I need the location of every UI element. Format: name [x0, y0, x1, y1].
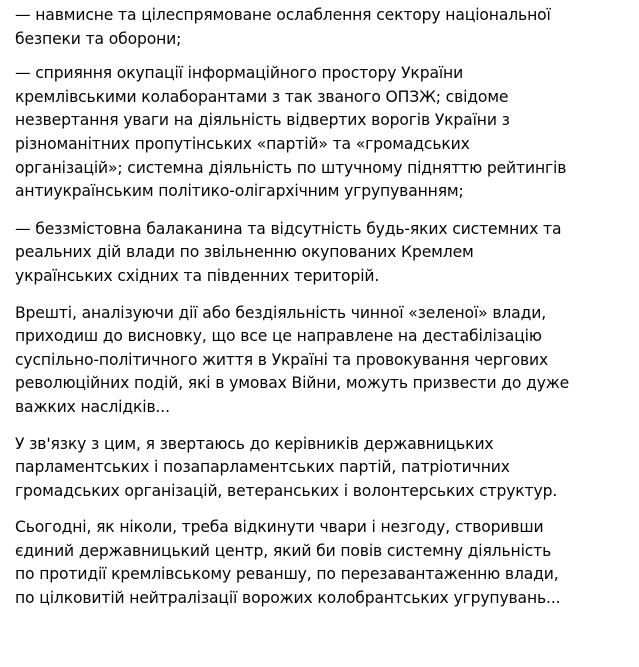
- paragraph-unity-call: [15, 516, 627, 610]
- paragraph-security-weakening: [15, 4, 627, 51]
- text-line: — навмисне та цілеспрямоване ослаблення сектору національної: [15, 6, 551, 24]
- paragraph-conclusion: [15, 302, 627, 420]
- text-line: по протидії кремлівському реваншу, по перезавантаженню влади,: [15, 565, 559, 584]
- text-line: громадських організацій, ветеранських і волонтерських структур.: [15, 481, 558, 500]
- text-line: Сьогодні, як ніколи, треба відкинути чвари і незгоду, створивши: [15, 518, 544, 537]
- paragraph-information-space: [15, 62, 627, 204]
- text-line: парламентських і позапарламентських партій, патріотичних: [15, 458, 510, 477]
- text-line: У зв'язку з цим, я звертаюсь до керівників державницьких: [15, 434, 494, 453]
- text-line: — беззмістовна балаканина та відсутність будь-яких системних та: [15, 219, 562, 238]
- text-line: різноманітних пропутінських «партій» та «громадських: [15, 134, 470, 153]
- text-line: Врешті, аналізуючи дії або бездіяльність чинної «зеленої» влади,: [15, 303, 547, 322]
- text-line: приходиш до висновку, що все це направлене на дестабілізацію: [15, 327, 542, 346]
- text-line: безпеки та оборони;: [15, 29, 182, 48]
- text-line: — сприяння окупації інформаційного простору України: [15, 64, 464, 83]
- text-line: організацій»; системна діяльність по штучному підняттю рейтингів: [15, 158, 567, 177]
- text-line: реальних дій влади по звільненню окупованих Кремлем: [15, 243, 474, 262]
- text-line: українських східних та південних територій.: [15, 266, 380, 285]
- text-line: антиукраїнським політико-олігархічним угрупуванням;: [15, 182, 464, 201]
- text-line: суспільно-політичного життя в Україні та провокування чергових: [15, 350, 549, 369]
- text-line: єдиний державницький центр, який би повів системну діяльність: [15, 541, 552, 560]
- text-line: по цілковитій нейтралізації ворожих колобрантських угрупувань...: [15, 589, 561, 608]
- paragraph-occupied-territories: [15, 218, 627, 289]
- text-line: важких наслідків...: [15, 397, 170, 416]
- text-line: кремлівськими колаборантами з так званого ОПЗЖ; свідоме: [15, 87, 509, 106]
- text-line: незвертання уваги на діяльність відвертих ворогів України з: [15, 111, 510, 130]
- post-text: [0, 4, 639, 611]
- text-line: революційних подій, які в умовах Війни, можуть призвести до дуже: [15, 374, 570, 393]
- paragraph-appeal: [15, 433, 627, 504]
